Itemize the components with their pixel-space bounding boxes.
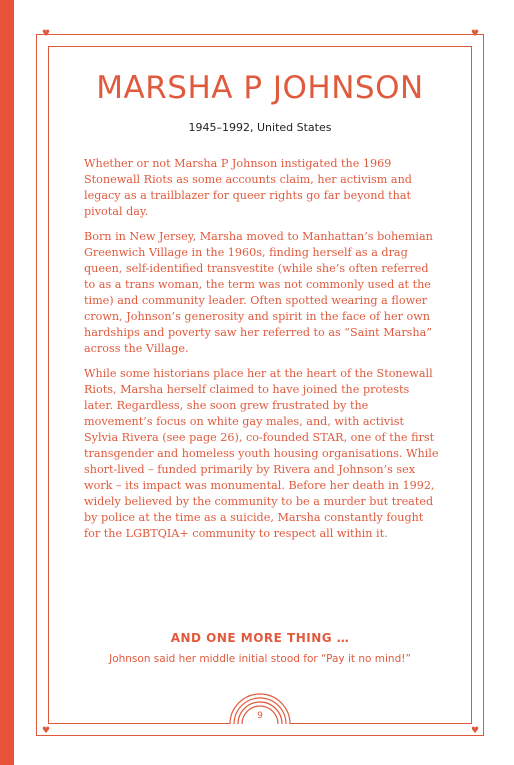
paragraph: Whether or not Marsha P Johnson instigated the 1969 Stonewall Riots as some accounts claim, her activism and legacy as a trailblazer for queer rights go far beyond that pivotal day. bbox=[84, 157, 412, 218]
paragraph: Born in New Jersey, Marsha moved to Manhattan’s bohemian Greenwich Village in the 1960s, finding herself as a drag queen, self-identified transvestite (while she’s often referred to as a trans woman, the term was not commonly used at the time) and community leader. Often spotted wearing a flower crown, Johnson’s generosity and spirit in the face of her own hardships and poverty saw her referred to as “Saint Marsha” across the Village. bbox=[84, 230, 433, 355]
heart-icon: ♥ bbox=[42, 29, 51, 39]
heart-icon: ♥ bbox=[471, 726, 480, 736]
heart-icon: ♥ bbox=[471, 29, 480, 39]
heart-icon: ♥ bbox=[42, 726, 51, 736]
one-more-thing-text: Johnson said her middle initial stood for “Pay it no mind!” bbox=[109, 653, 411, 665]
page-title: MARSHA P JOHNSON bbox=[96, 70, 424, 106]
book-spine-edge bbox=[0, 0, 14, 765]
one-more-thing-heading: AND ONE MORE THING … bbox=[170, 631, 350, 645]
page-number: 9 bbox=[257, 711, 263, 721]
paragraph: While some historians place her at the heart of the Stonewall Riots, Marsha herself claimed to have joined the protests later. Regardless, she soon grew frustrated by the movement’s focus on white gay males, and, with activist Sylvia Rivera (see page 26), co-founded STAR, one of the first transgender and homeless youth housing organisations. While short-lived – funded primarily by Rivera and Johnson’s sex work – its impact was monumental. Before her death in 1992, widely believed by the community to be a murder but treated by police at the time as a suicide, Marsha constantly fought for the LGBTQIA+ community to respect all within it. bbox=[84, 367, 439, 540]
page-subtitle-dates: 1945–1992, United States bbox=[188, 121, 332, 134]
body-text bbox=[84, 156, 440, 551]
